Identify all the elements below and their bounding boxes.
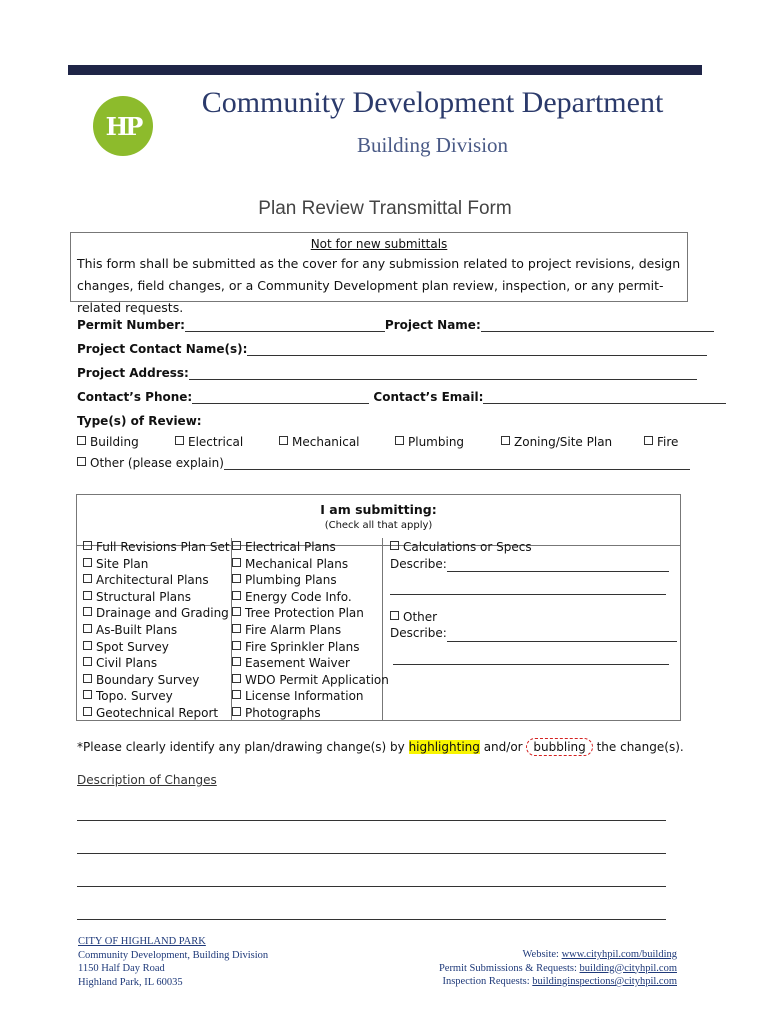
review-fire-label: Fire <box>657 435 679 449</box>
checkbox-icon <box>232 641 241 650</box>
review-electrical-checkbox[interactable] <box>175 435 243 449</box>
instruction-note <box>77 738 684 756</box>
checkbox-icon <box>232 690 241 699</box>
submit-checkbox[interactable] <box>83 605 231 622</box>
checkbox-icon <box>77 457 86 466</box>
submit-checkbox[interactable] <box>83 705 231 722</box>
permit-number-input[interactable] <box>185 319 385 332</box>
note-highlight: highlighting <box>408 740 480 754</box>
checkbox-icon <box>232 574 241 583</box>
item-label: WDO Permit Application <box>245 672 389 687</box>
note-suffix: the change(s). <box>592 740 684 754</box>
other-describe-input[interactable] <box>447 629 677 642</box>
item-label: Drainage and Grading <box>96 606 229 621</box>
submit-checkbox[interactable] <box>232 622 382 639</box>
contact-names-input[interactable] <box>247 343 707 356</box>
item-label: Geotechnical Report <box>96 705 219 720</box>
note-prefix: *Please clearly identify any plan/drawing change(s) by <box>77 740 409 754</box>
submit-checkbox[interactable] <box>232 556 382 573</box>
describe-label: Describe: <box>390 556 447 571</box>
submit-checkbox[interactable] <box>83 688 231 705</box>
address-input[interactable] <box>189 367 697 380</box>
submitting-column-3 <box>383 538 686 720</box>
checkbox-icon <box>232 558 241 567</box>
division-title: Building Division <box>356 133 509 157</box>
checkbox-icon <box>83 591 92 600</box>
review-fire-checkbox[interactable] <box>644 435 678 449</box>
email-label: Contact’s Email: <box>373 390 484 404</box>
item-label: Topo. Survey <box>96 689 173 704</box>
footer-address <box>78 935 268 989</box>
item-label: Electrical Plans <box>245 540 336 554</box>
permit-row <box>77 318 714 332</box>
submit-checkbox[interactable] <box>83 639 231 656</box>
phone-email-row <box>77 390 726 404</box>
submit-checkbox[interactable] <box>232 639 382 656</box>
notice-box <box>70 232 688 315</box>
description-line-3[interactable] <box>77 886 666 887</box>
review-plumbing-label: Plumbing <box>408 435 465 449</box>
project-name-input[interactable] <box>481 319 714 332</box>
contact-names-row <box>77 342 707 356</box>
contact-names-label: Project Contact Name(s): <box>77 342 248 356</box>
checkbox-icon <box>77 436 86 445</box>
item-label: Site Plan <box>96 556 149 571</box>
checkbox-icon <box>232 674 241 683</box>
item-label: Photographs <box>245 705 321 720</box>
item-label: License Information <box>245 689 364 704</box>
submit-checkbox[interactable] <box>83 556 231 573</box>
header-bar <box>68 65 702 75</box>
phone-input[interactable] <box>192 391 369 404</box>
review-other-row <box>77 456 690 470</box>
checkbox-icon <box>232 624 241 633</box>
submit-checkbox[interactable] <box>83 539 231 556</box>
item-label: Tree Protection Plan <box>245 606 364 621</box>
checkbox-icon <box>501 436 510 445</box>
item-label: Structural Plans <box>96 589 191 604</box>
website-label: Website: <box>522 949 562 960</box>
review-zoning-checkbox[interactable] <box>501 435 612 449</box>
checkbox-icon <box>83 541 92 550</box>
item-label: Boundary Survey <box>96 672 200 687</box>
checkbox-icon <box>390 541 399 550</box>
checkbox-icon <box>644 436 653 445</box>
submissions-label: Permit Submissions & Requests: <box>438 962 580 974</box>
description-line-2[interactable] <box>77 853 666 854</box>
item-label: Fire Sprinkler Plans <box>245 639 360 654</box>
submit-checkbox[interactable] <box>83 655 231 672</box>
description-line-4[interactable] <box>77 919 666 920</box>
item-label: Full Revisions Plan Set <box>96 540 230 554</box>
submit-checkbox[interactable] <box>232 705 382 722</box>
submitting-column-2 <box>232 538 389 720</box>
checkbox-icon <box>279 436 288 445</box>
submissions-email-link[interactable]: building@cityhpil.com <box>579 962 677 974</box>
checkbox-icon <box>175 436 184 445</box>
checkbox-icon <box>83 558 92 567</box>
item-label: Energy Code Info. <box>245 589 352 604</box>
review-zoning-label: Zoning/Site Plan <box>514 435 613 449</box>
checkbox-icon <box>83 624 92 633</box>
checkbox-icon <box>83 707 92 716</box>
note-bubble: bubbling <box>526 738 592 756</box>
submit-checkbox[interactable] <box>232 589 382 606</box>
review-building-label: Building <box>90 435 139 449</box>
checkbox-icon <box>395 436 404 445</box>
submit-checkbox[interactable] <box>83 672 231 689</box>
review-plumbing-checkbox[interactable] <box>395 435 464 449</box>
submit-checkbox[interactable] <box>83 622 231 639</box>
phone-label: Contact’s Phone: <box>77 390 193 404</box>
calculations-checkbox[interactable] <box>390 539 686 556</box>
permit-number-label: Permit Number: <box>77 318 185 332</box>
inspections-label: Inspection Requests: <box>442 976 533 987</box>
checkbox-icon <box>232 591 241 600</box>
submit-checkbox[interactable] <box>232 688 382 705</box>
other-explain-input[interactable] <box>224 457 690 470</box>
project-name-label: Project Name: <box>384 318 481 332</box>
checkbox-icon <box>83 607 92 616</box>
checkbox-icon <box>83 690 92 699</box>
logo-text: HP <box>105 111 141 141</box>
item-label: Civil Plans <box>96 656 158 671</box>
submit-checkbox[interactable] <box>232 572 382 589</box>
address-label: Project Address: <box>77 366 189 380</box>
checkbox-icon <box>232 541 241 550</box>
item-label: Spot Survey <box>96 639 169 654</box>
checkbox-icon <box>232 657 241 666</box>
inspections-email-link[interactable]: buildinginspections@cityhpil.com <box>532 976 677 987</box>
review-mechanical-label: Mechanical <box>292 435 360 449</box>
item-label: Architectural Plans <box>96 573 209 588</box>
submit-checkbox[interactable] <box>83 589 231 606</box>
calculations-label: Calculations or Specs <box>403 540 532 554</box>
footer-line-3: Highland Park, IL 60035 <box>78 976 183 988</box>
submit-checkbox[interactable] <box>232 672 389 689</box>
submitting-title: I am submitting: <box>320 502 437 517</box>
other-checkbox[interactable] <box>390 609 686 626</box>
calculations-describe-input[interactable] <box>447 559 669 572</box>
item-label: Mechanical Plans <box>245 556 349 571</box>
submit-checkbox[interactable] <box>232 655 382 672</box>
checkbox-icon <box>83 674 92 683</box>
description-label: Description of Changes <box>77 773 217 787</box>
item-label: Fire Alarm Plans <box>245 622 342 637</box>
description-line-1[interactable] <box>77 820 666 821</box>
review-electrical-label: Electrical <box>188 435 244 449</box>
review-mechanical-checkbox[interactable] <box>279 435 360 449</box>
footer-contacts <box>439 948 677 989</box>
submit-checkbox[interactable] <box>232 605 382 622</box>
footer-line-1: Community Development, Building Division <box>78 949 269 961</box>
submitting-subtitle: (Check all that apply) <box>324 520 433 531</box>
item-label: Easement Waiver <box>245 656 350 671</box>
submitting-column-1 <box>77 538 232 720</box>
note-middle: and/or <box>479 740 527 754</box>
item-label: Plumbing Plans <box>245 573 337 588</box>
describe-label: Describe: <box>390 626 447 641</box>
checkbox-icon <box>232 607 241 616</box>
notice-text: This form shall be submitted as the cover for any submission related to project revisions, design changes, field changes, or a Community Development plan review, inspection, or any permit-related requests. <box>77 256 681 315</box>
review-types-label: Type(s) of Review: <box>77 414 202 428</box>
calculations-describe-line-2[interactable] <box>390 582 666 595</box>
review-other-checkbox[interactable] <box>77 456 224 470</box>
submitting-table <box>76 494 681 721</box>
checkbox-icon <box>83 657 92 666</box>
item-label: As-Built Plans <box>96 622 178 637</box>
submit-checkbox[interactable] <box>83 572 231 589</box>
submit-checkbox[interactable] <box>232 539 382 556</box>
other-label: Other <box>403 609 438 624</box>
checkbox-icon <box>83 641 92 650</box>
checkbox-icon <box>232 707 241 716</box>
checkbox-icon <box>83 574 92 583</box>
other-describe-line-2[interactable] <box>393 652 669 665</box>
footer-line-2: 1150 Half Day Road <box>78 963 165 974</box>
form-title: Plan Review Transmittal Form <box>258 198 512 219</box>
department-title: Community Development Department <box>201 86 664 119</box>
checkbox-icon <box>390 611 399 620</box>
notice-title: Not for new submittals <box>310 237 448 251</box>
city-logo <box>93 96 153 156</box>
address-row <box>77 366 697 380</box>
review-other-label: Other (please explain) <box>90 456 224 470</box>
review-building-checkbox[interactable] <box>77 435 139 449</box>
email-input[interactable] <box>483 391 726 404</box>
website-link[interactable]: www.cityhpil.com/building <box>561 949 677 960</box>
footer-city: CITY OF HIGHLAND PARK <box>78 936 206 947</box>
